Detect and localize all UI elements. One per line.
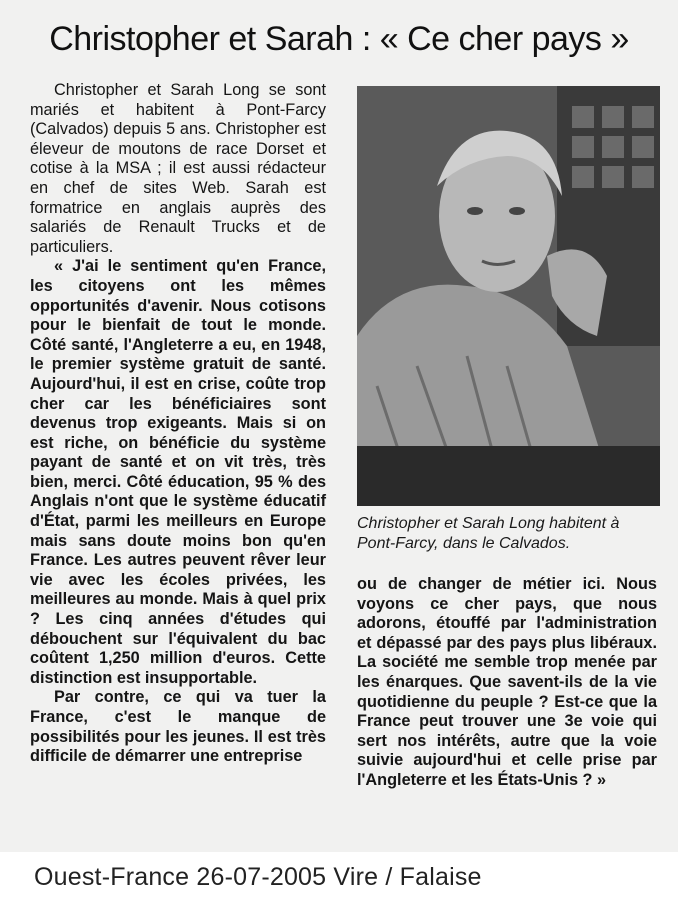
- article-title: Christopher et Sarah : « Ce cher pays »: [49, 20, 629, 58]
- source-label: Ouest-France 26-07-2005 Vire / Falaise: [34, 863, 482, 891]
- article-quote-part1: « J'ai le sentiment qu'en France, les citoyens ont les mêmes opportunités d'avenir. Nous cotisons pour le bienfait de tout le monde. Côté santé, l'Angleterre a eu, en 1948, le premier système gratuit de santé. Aujourd'hui, il est en crise, coûte trop cher car les bénéficiaires sont devenus trop exigeants. Mais si on est riche, on bénéficie du système payant de santé et on vit très, très bien, merci. Côté éducation, 95 % des Anglais n'ont que le système éducatif d'État, parmi les meilleurs en Europe mais sans doute moins bon qu'en France. Les autres peuvent rêver leur vie avec les écoles privées, les meilleures au monde. Mais à quel prix ? Les cinq années d'études qui débouchent sur l'équivalent du bac coûtent 1,250 million d'euros. Cette distinction est insupportable.: [30, 257, 326, 687]
- article-photo: [357, 86, 660, 506]
- article-column-left: [30, 81, 326, 767]
- article-column-right: [357, 575, 657, 791]
- photo-caption: Christopher et Sarah Long habitent à Pont-Farcy, dans le Calvados.: [357, 515, 620, 552]
- article-quote-part3: ou de changer de métier ici. Nous voyons ce cher pays, que nous adorons, étouffé par l'administration et dépassé par des pays plus libéraux. La société me semble trop menée par les énarques. Que savent-ils de la vie quotidienne du peuple ? Est-ce que la France peut trouver une 3e voie qui sert nos intérêts, autre que la voie suivie aujourd'hui et celle prise par l'Angleterre et les États-Unis ? »: [357, 575, 657, 789]
- portrait-photo: [357, 86, 660, 506]
- article-quote-part2: Par contre, ce qui va tuer la France, c'est le manque de possibilités pour les jeunes. Il est très difficile de démarrer une entreprise: [30, 688, 326, 766]
- article-intro: Christopher et Sarah Long se sont mariés et habitent à Pont-Farcy (Calvados) depuis 5 ans. Christopher est éleveur de moutons de race Dorset et cotise à la MSA ; il est aussi rédacteur en chef de sites Web. Sarah est formatrice en anglais auprès des salariés de Renault Trucks et de particuliers.: [30, 81, 326, 256]
